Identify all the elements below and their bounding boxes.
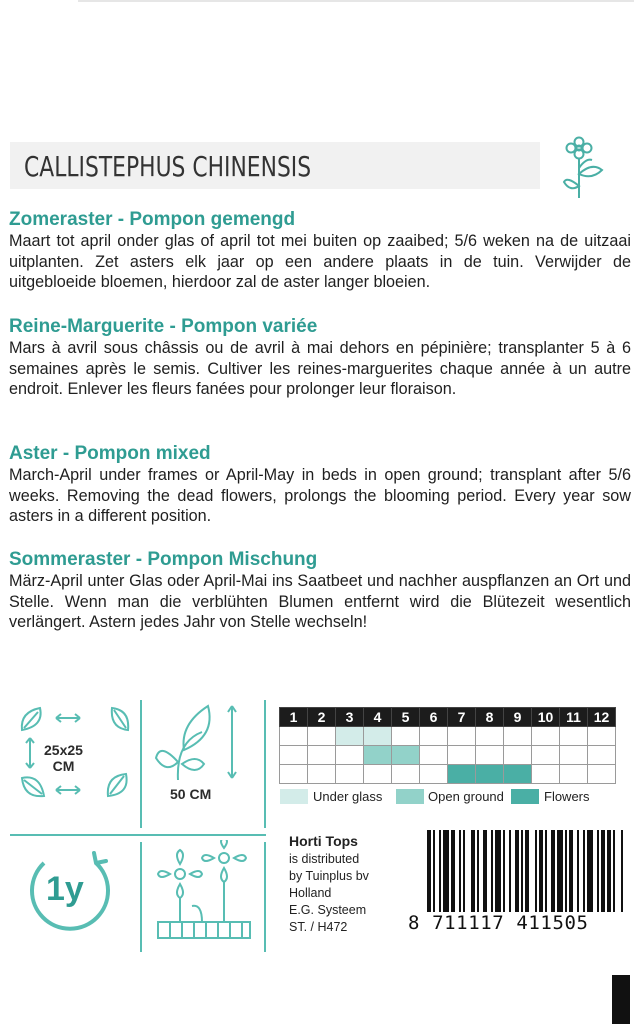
section-title: Zomeraster - Pompon gemengd <box>9 209 296 230</box>
legend-open-ground: Open ground <box>428 789 504 804</box>
barcode-bar <box>483 830 487 912</box>
calendar-cell <box>448 727 476 746</box>
lifecycle-label: 1y <box>46 870 84 908</box>
calendar-cell <box>588 765 616 784</box>
calendar-cell <box>336 746 364 765</box>
distributor-line: Holland <box>289 886 332 900</box>
grid-divider <box>264 700 266 828</box>
calendar-cell <box>476 765 504 784</box>
calendar-cell <box>476 727 504 746</box>
legend-flowers: Flowers <box>544 789 590 804</box>
calendar-cell <box>420 727 448 746</box>
distributor-info <box>289 833 369 936</box>
barcode-bar <box>535 830 537 912</box>
barcode-bar <box>601 830 605 912</box>
calendar-cell <box>336 727 364 746</box>
legend-under-glass: Under glass <box>313 789 383 804</box>
section-text: March-April under frames or April-May in beds in open ground; transplant after 5/6 weeks. Removing the dead flowers, prolongs the blooming period. Every year sow asters in a different position. <box>9 466 631 526</box>
barcode-bar <box>577 830 579 912</box>
barcode-bar <box>545 830 547 912</box>
spacing-label: 25x25 CM <box>44 742 83 774</box>
barcode-bar <box>509 830 511 912</box>
distributor-line: ST. / H472 <box>289 920 348 934</box>
calendar-header <box>280 708 616 727</box>
barcode-bar <box>583 830 585 912</box>
calendar-cell <box>560 765 588 784</box>
month-5: 5 <box>392 708 420 727</box>
legend-swatch-under-glass <box>280 789 308 804</box>
sowing-calendar <box>279 707 616 784</box>
calendar-cell <box>364 727 392 746</box>
calendar-cell <box>560 746 588 765</box>
calendar-cell <box>448 765 476 784</box>
section-title: Reine-Marguerite - Pompon variée <box>9 316 318 337</box>
barcode-bar <box>521 830 523 912</box>
top-rule <box>78 0 634 2</box>
barcode-bar <box>613 830 615 912</box>
calendar-row-flowers <box>280 765 616 784</box>
plant-height-icon <box>152 702 252 784</box>
calendar-cell <box>532 765 560 784</box>
grid-divider <box>140 700 142 828</box>
month-8: 8 <box>476 708 504 727</box>
section-text: Maart tot april onder glas of april tot mei buiten op zaaibed; 5/6 weken na de uitzaai uitplanten. Zet asters elk jaar op een andere plaats in de tuin. Verwijder de uitgebloeide bloemen, hierdoor zal de aster langer bloeien. <box>9 232 631 292</box>
legend-swatch-flowers <box>511 789 539 804</box>
month-11: 11 <box>560 708 588 727</box>
barcode-bar <box>565 830 567 912</box>
calendar-cell <box>364 765 392 784</box>
calendar-cell <box>280 727 308 746</box>
barcode-bar <box>451 830 455 912</box>
month-12: 12 <box>588 708 616 727</box>
month-7: 7 <box>448 708 476 727</box>
section-title: Sommeraster - Pompon Mischung <box>9 549 318 570</box>
calendar-cell <box>308 765 336 784</box>
barcode-bar <box>471 830 475 912</box>
calendar-cell <box>504 727 532 746</box>
month-10: 10 <box>532 708 560 727</box>
barcode-bar <box>607 830 611 912</box>
calendar-row-under-glass <box>280 727 616 746</box>
grid-divider <box>140 842 142 952</box>
latin-name: CALLISTEPHUS CHINENSIS <box>24 150 312 183</box>
barcode-number: 8 711117 411505 <box>408 912 589 934</box>
calendar-cell <box>532 746 560 765</box>
barcode-bar <box>443 830 449 912</box>
barcode-bar <box>525 830 529 912</box>
month-6: 6 <box>420 708 448 727</box>
calendar-cell <box>308 746 336 765</box>
calendar-cell <box>364 746 392 765</box>
barcode-bar <box>569 830 573 912</box>
edge-mark <box>612 975 630 1024</box>
section-german <box>9 549 631 633</box>
barcode-bar <box>597 830 599 912</box>
barcode-bar <box>491 830 493 912</box>
section-text: März-April unter Glas oder April-Mai ins Saatbeet und nachher auspflanzen an Ort und Stelle. Wenn man die verblühten Blumen entfernt wird die Blütezeit wesentlich verlängert. Astern jedes Jahr von Stelle wechseln! <box>9 572 631 632</box>
barcode-bar <box>459 830 461 912</box>
calendar-cell <box>588 727 616 746</box>
month-1: 1 <box>280 708 308 727</box>
barcode-bar <box>621 830 623 912</box>
calendar-cell <box>448 746 476 765</box>
distributor-line: E.G. Systeem <box>289 903 367 917</box>
calendar-cell <box>532 727 560 746</box>
calendar-cell <box>560 727 588 746</box>
month-2: 2 <box>308 708 336 727</box>
section-dutch <box>9 209 631 293</box>
barcode-bar <box>477 830 479 912</box>
barcode-bar <box>495 830 501 912</box>
calendar-cell <box>504 765 532 784</box>
calendar-cell <box>336 765 364 784</box>
distributor-line: by Tuinplus bv <box>289 869 369 883</box>
month-4: 4 <box>364 708 392 727</box>
barcode-bar <box>587 830 593 912</box>
barcode-bar <box>439 830 441 912</box>
calendar-cell <box>392 765 420 784</box>
barcode-bar <box>557 830 563 912</box>
brand-name: Horti Tops <box>289 833 358 849</box>
calendar-cell <box>280 765 308 784</box>
calendar-cell <box>476 746 504 765</box>
plant-height-label: 50 CM <box>170 786 212 802</box>
calendar-row-open-ground <box>280 746 616 765</box>
calendar-cell <box>392 746 420 765</box>
calendar-cell <box>420 746 448 765</box>
legend-swatch-open-ground <box>396 789 424 804</box>
calendar-cell <box>308 727 336 746</box>
calendar-cell <box>588 746 616 765</box>
section-french <box>9 316 631 400</box>
section-title: Aster - Pompon mixed <box>9 443 211 464</box>
grid-divider <box>264 842 266 952</box>
barcode-bar <box>539 830 543 912</box>
grid-divider <box>10 834 266 836</box>
seedling-tray-icon <box>152 840 256 950</box>
barcode-bar <box>515 830 519 912</box>
calendar-cell <box>420 765 448 784</box>
calendar-cell <box>504 746 532 765</box>
month-9: 9 <box>504 708 532 727</box>
month-3: 3 <box>336 708 364 727</box>
barcode-bar <box>551 830 555 912</box>
calendar-cell <box>280 746 308 765</box>
barcode-bar <box>503 830 505 912</box>
section-english <box>9 443 631 527</box>
section-text: Mars à avril sous châssis ou de avril à mai dehors en pépinière; transplanter 5 à 6 semaines après le semis. Cultiver les reines-marguerites chaque année à un autre endroit. Enlever les fleurs fanées pour prolonger leur floraison. <box>9 339 631 399</box>
barcode-bar <box>433 830 435 912</box>
calendar-cell <box>392 727 420 746</box>
barcode-bar <box>463 830 465 912</box>
barcode <box>427 830 627 912</box>
barcode-bar <box>427 830 431 912</box>
distributor-line: is distributed <box>289 852 360 866</box>
flower-sprig-icon <box>562 132 608 202</box>
